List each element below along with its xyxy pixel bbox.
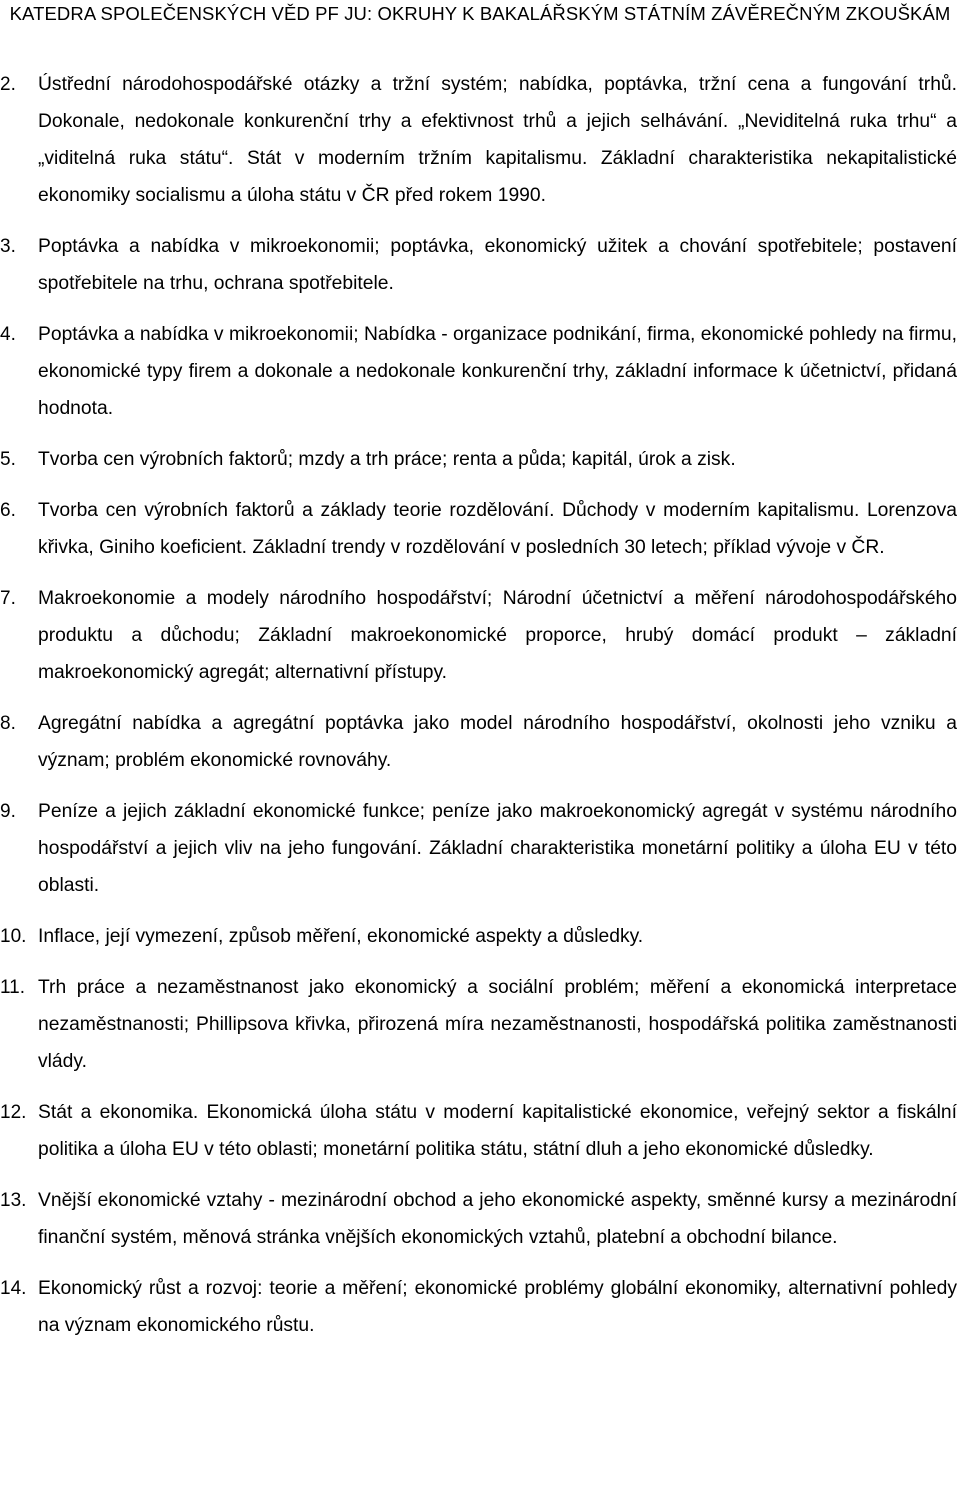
item-number: 7. [0,588,16,609]
item-number: 8. [0,713,16,734]
item-text: Makroekonomie a modely národního hospodářství; Národní účetnictví a měření národohospodářského produktu a důchodu; Základní makroekonomické proporce, hrubý domácí produkt – základní makroekonomický agregát; alternativní přístupy. [38,588,957,683]
list-item [0,705,960,779]
list-item [0,793,960,904]
item-number: 3. [0,236,16,257]
item-text: Stát a ekonomika. Ekonomická úloha státu v moderní kapitalistické ekonomice, veřejný sektor a fiskální politika a úloha EU v této oblasti; monetární politika státu, státní dluh a jeho ekonomické důsledky. [38,1102,957,1160]
list-item [0,580,960,691]
item-number: 6. [0,500,16,521]
item-number: 14. [0,1278,27,1299]
item-text: Poptávka a nabídka v mikroekonomii; Nabídka - organizace podnikání, firma, ekonomické pohledy na firmu, ekonomické typy firem a dokonale a nedokonale konkurenční trhy, základní informace k účetnictví, přidaná hodnota. [38,324,957,419]
list-item [0,228,960,302]
item-number: 10. [0,926,27,947]
item-number: 9. [0,801,16,822]
list-item [0,969,960,1080]
list-item [0,1094,960,1168]
item-text: Agregátní nabídka a agregátní poptávka jako model národního hospodářství, okolnosti jeho vzniku a význam; problém ekonomické rovnováhy. [38,713,957,771]
item-number: 2. [0,74,16,95]
list-item [0,1270,960,1344]
item-number: 13. [0,1190,27,1211]
item-number: 5. [0,449,16,470]
item-text: Tvorba cen výrobních faktorů; mzdy a trh práce; renta a půda; kapitál, úrok a zisk. [38,449,736,470]
topics-list [0,66,960,1358]
item-text: Vnější ekonomické vztahy - mezinárodní obchod a jeho ekonomické aspekty, směnné kursy a mezinárodní finanční systém, měnová stránka vnějších ekonomických vztahů, platební a obchodní bilance. [38,1190,957,1248]
list-item [0,918,960,955]
item-text: Tvorba cen výrobních faktorů a základy teorie rozdělování. Důchody v moderním kapitalismu. Lorenzova křivka, Giniho koeficient. Základní trendy v rozdělování v posledních 30 letech; příklad vývoje v ČR. [38,500,957,558]
list-item [0,492,960,566]
list-item [0,316,960,427]
item-text: Ústřední národohospodářské otázky a tržní systém; nabídka, poptávka, tržní cena a fungování trhů. Dokonale, nedokonale konkurenční trhy a efektivnost trhů a jejich selhávání. „Neviditelná ruka trhu“ a „viditelná ruka státu“. Stát v moderním tržním kapitalismu. Základní charakteristika nekapitalistické ekonomiky socialismu a úloha státu v ČR před rokem 1990. [38,74,957,206]
item-text: Trh práce a nezaměstnanost jako ekonomický a sociální problém; měření a ekonomická interpretace nezaměstnanosti; Phillipsova křivka, přirozená míra nezaměstnanosti, hospodářská politika zaměstnanosti vlády. [38,977,957,1072]
list-item [0,66,960,214]
item-number: 4. [0,324,16,345]
item-number: 12. [0,1102,27,1123]
page-header: KATEDRA SPOLEČENSKÝCH VĚD PF JU: OKRUHY K BAKALÁŘSKÝM STÁTNÍM ZÁVĚREČNÝM ZKOUŠKÁM [9,3,951,24]
item-text: Poptávka a nabídka v mikroekonomii; poptávka, ekonomický užitek a chování spotřebitele; postavení spotřebitele na trhu, ochrana spotřebitele. [38,236,957,294]
item-text: Inflace, její vymezení, způsob měření, ekonomické aspekty a důsledky. [38,926,644,947]
item-number: 11. [0,977,26,998]
item-text: Peníze a jejich základní ekonomické funkce; peníze jako makroekonomický agregát v systému národního hospodářství a jejich vliv na jeho fungování. Základní charakteristika monetární politiky a úloha EU v této oblasti. [38,801,957,896]
item-text: Ekonomický růst a rozvoj: teorie a měření; ekonomické problémy globální ekonomiky, alternativní pohledy na význam ekonomického růstu. [38,1278,957,1336]
list-item [0,441,960,478]
list-item [0,1182,960,1256]
